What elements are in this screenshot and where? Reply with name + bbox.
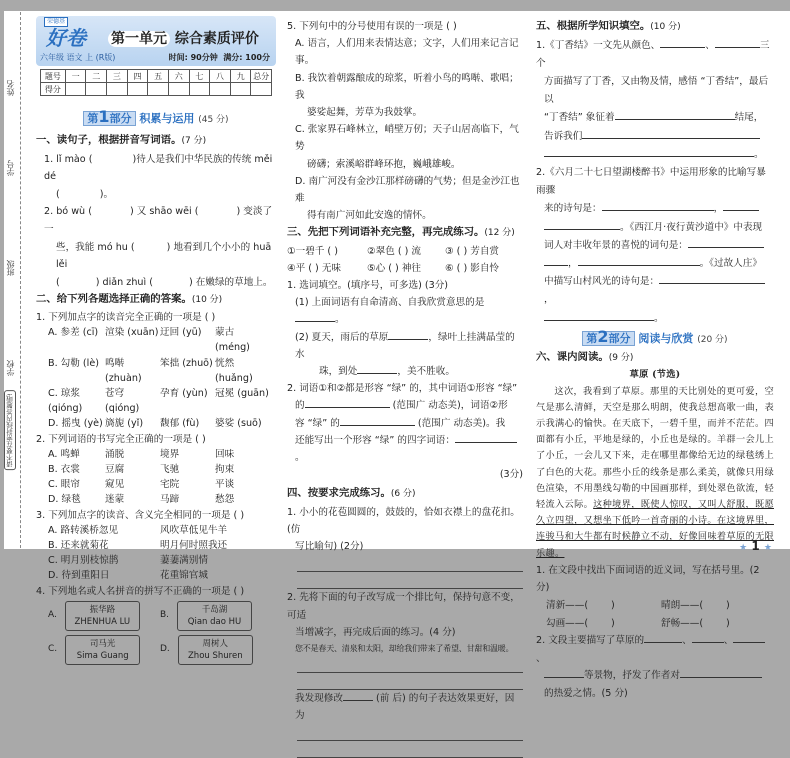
logo-text: 好卷 [46, 26, 86, 50]
points: (6 分) [390, 489, 416, 500]
section-3-title [287, 224, 523, 242]
t: (2) 夏天，雨后的草原 [295, 331, 389, 343]
page-number [739, 539, 772, 553]
option-a[interactable] [36, 447, 276, 462]
q1-stem: 1. 小小的花苞圆圆的，鼓鼓的，恰如衣襟上的盘花扣。(仿 [287, 506, 520, 535]
answer-blank[interactable] [544, 146, 754, 157]
t: Qian dao HU [187, 616, 242, 627]
t: ) [726, 600, 730, 612]
t: C. 明月别枝惊鹊 [48, 555, 119, 567]
column-1 [36, 16, 276, 665]
text: ( [56, 188, 60, 200]
cell: 八 [210, 70, 231, 83]
part-badge [83, 107, 135, 126]
answer-blank[interactable] [343, 690, 373, 701]
t: Zhou Shuren [187, 650, 243, 661]
q2-stem: 2. 词语①和②都是形容 “绿” 的，其中词语①形容 “绿” [287, 383, 518, 395]
text: ) 地看到几个小小的 huā lěi [56, 241, 272, 271]
score-table-score-row [41, 83, 272, 96]
t: C. [48, 644, 58, 654]
answer-blank[interactable] [544, 219, 620, 230]
t: 司马光 [89, 638, 116, 649]
points: (10 分) [650, 22, 681, 32]
q2-stem-cont: 当增减字，再完成后面的练习。(4 分) [295, 626, 456, 638]
part-num: 1 [98, 107, 110, 126]
name-box [177, 601, 252, 631]
text: ) 又 shāo wēi ( [129, 206, 199, 218]
exam-title [108, 30, 259, 48]
t: 方面描写了丁香，又由物及情，感悟 “丁香结”，最后以 [544, 76, 769, 106]
score-cell[interactable] [65, 83, 86, 96]
answer-blank[interactable] [692, 632, 724, 643]
time-score [169, 52, 270, 64]
title: 二、给下列各题选择正确的答案。 [36, 293, 192, 306]
answer-blank[interactable] [644, 632, 682, 643]
option-c-cont: 磅礴；索溪峪群峰环抱，巍峨雄峻。 [307, 158, 461, 170]
points: (3分) [499, 469, 523, 481]
t: 振华路 [89, 604, 116, 615]
student-no-label: 学号 [6, 160, 15, 176]
synonym-row [536, 615, 774, 633]
t: C. 琼浆 (qióng) [48, 387, 83, 415]
t: D. 待到重阳日 [48, 570, 110, 582]
star-icon: ★ [739, 543, 748, 553]
full-score: 满分: 100分 [223, 53, 270, 62]
t: ，绿叶上挂满晶莹的水 [295, 331, 515, 360]
part-label: 第 [87, 112, 99, 125]
t: 结尾， [734, 112, 764, 124]
part-label: 第 [586, 331, 598, 345]
t: ②翠色 ( ) 流 [367, 245, 422, 257]
t: 舒畅——( [661, 617, 704, 629]
t: ，美不胜收。 [397, 366, 455, 378]
seal-notice: 请不要在密封线内答题哦! [4, 390, 16, 470]
answer-blank[interactable] [615, 109, 735, 120]
option-b[interactable] [160, 601, 272, 631]
q3-stem: 3. 下列加点字的读音、含义完全相同的一项是 ( ) [36, 509, 245, 521]
score-cell[interactable] [251, 83, 272, 96]
text: 2. bó wù ( [44, 206, 92, 218]
t: 千岛湖 [201, 604, 228, 615]
answer-blank[interactable] [660, 37, 705, 48]
q2-stem: 2. 下列词语的书写完全正确的一项是 ( ) [36, 433, 206, 445]
part-title: 阅读与欣赏 [638, 331, 694, 345]
t: 宅院 [160, 479, 180, 491]
text: )待人是我们中华民族的传统 měi dé [44, 153, 273, 183]
t: 蒙古 (méng) [215, 327, 250, 354]
score-cell[interactable] [230, 83, 251, 96]
option-d[interactable] [36, 568, 276, 583]
part-num: 2 [597, 326, 609, 346]
t: 、 [705, 39, 715, 51]
text: ) diǎn zhuì ( [95, 276, 153, 288]
score-cell[interactable] [210, 83, 231, 96]
title: 六、课内阅读。 [536, 350, 609, 363]
t: 来的诗句是： [544, 203, 602, 215]
words-row-1 [287, 243, 523, 260]
t: ⑥ ( ) 影自怜 [445, 262, 500, 274]
words-row-2 [287, 260, 523, 277]
cell: 得分 [41, 83, 66, 96]
t: “丁香结” 象征着 [544, 112, 615, 124]
t: 容 “绿” 的 [295, 417, 340, 429]
q2-sentence: 您不是春天、清泉和太阳，却给我们带来了希望、甘甜和温暖。 [295, 643, 514, 653]
option-c[interactable] [36, 386, 276, 416]
passage [536, 384, 774, 562]
t: 2.《六月二十七日望湖楼醉书》中运用形象的比喻写暴雨骤 [536, 167, 766, 197]
t: B. 勾勒 (lè) [48, 357, 99, 369]
t: 马蹄 [160, 494, 180, 506]
cell: 七 [189, 70, 210, 83]
answer-blank[interactable] [723, 200, 759, 211]
exam-header [36, 16, 276, 66]
cell: 六 [168, 70, 189, 83]
answer-line[interactable] [297, 656, 523, 673]
title: 四、按要求完成练习。 [287, 487, 391, 500]
t: 窥见 [105, 479, 125, 491]
t: 平谈 [215, 479, 235, 491]
t: 词人对丰收年景的喜悦的词句是： [544, 239, 688, 251]
t: 萋萋满别情 [160, 555, 208, 567]
t: A. 参差 (cī) [48, 327, 99, 339]
answer-blank[interactable] [578, 255, 700, 266]
option-a[interactable] [36, 523, 276, 538]
t: D. 绿毯 [48, 494, 81, 506]
name-box [65, 635, 140, 665]
section-5-title [536, 18, 774, 37]
cell: 二 [86, 70, 107, 83]
option-b-cont: 婆娑起舞，芳草为我鼓掌。 [307, 107, 423, 119]
t: 豆腐 [105, 463, 125, 475]
student-info-sidebar [2, 60, 18, 540]
score-cell[interactable] [86, 83, 107, 96]
synonym-row [536, 597, 774, 615]
t: 孕育 (yùn) [160, 387, 208, 399]
q1-cont [36, 186, 276, 204]
score-cell[interactable] [148, 83, 169, 96]
title-text: 综合素质评价 [174, 31, 259, 47]
passage-text: 这次，我看到了草原。那里的天比别处的更可爱，空气是那么清鲜，天空是那么明朗，使我总想高歌一曲，表示我满心的愉快。在天底下，一碧千里，而并不茫茫。四面都有小丘，平地是绿的，小丘也是绿的。羊群一会儿上了小丘，一会儿又下来，走在哪里都像给无边的绿毯绣上了白色的大花。那些小丘的线条是那么柔美，就像只用绿色渲染，不用墨线勾勒的中国画那样，到处翠色欲流，轻轻流入云际。 [536, 385, 774, 511]
q1-stem: 1. 在文段中找出下面词语的近义词，写在括号里。(2 分) [536, 564, 760, 594]
score-cell[interactable] [107, 83, 128, 96]
brand-logo [44, 16, 102, 50]
answer-blank[interactable] [733, 632, 765, 643]
t: B. 还来就菊花 [48, 539, 109, 551]
answer-line[interactable] [297, 673, 523, 690]
t: Sima Guang [76, 650, 129, 661]
t: ) [611, 600, 615, 612]
answer-line[interactable] [297, 724, 523, 741]
t: C. 眼帘 [48, 479, 80, 491]
t: (1) 上面词语有自命清高、自我欣赏意思的是 [295, 297, 485, 309]
answer-blank[interactable] [295, 311, 335, 322]
answer-blank[interactable] [544, 310, 654, 321]
title: 五、根据所学知识填空。 [536, 20, 651, 32]
t: 婆娑 (suō) [215, 418, 262, 430]
t: A. [48, 610, 57, 620]
points: (10 分) [191, 295, 223, 306]
section-6-title [536, 349, 774, 368]
t: ) [611, 617, 615, 629]
star-icon: ★ [763, 543, 772, 553]
column-3: 五、根据所学知识填空。(10 分) 1.《丁香结》一文先从颜色、 、 三个 方面描写了丁香，又由物及情，感悟 “丁香结”，最后以 “丁香结” 象征着 结尾， 告诉我们 。 2.《六月二十七日望湖楼醉书》中运用形象的比喻写暴雨骤 来的诗句是： ， 。《西江月·夜行黄沙道中》中表现 词人对丰收年景的喜悦的词句是： ， 。《过故人庄》 中描写山村风光的诗句是：， 。 第2部分 阅读与欣赏 (20 分) 六、课内阅读。(9 分) 草原 (节选) 这次，我看到了草原。那里的天比别处的更可爱，空气是那么清鲜，天空是那么明朗，使我总想高歌一曲，表示我满心的愉快。在天底下，一碧千里，而并不茫茫。四面都有小丘，平地是绿的，小丘也是绿的。羊群一会儿上了小丘，一会儿又下来，走在哪里都像给无边的绿毯绣上了白色的大花。那些小丘的线条是那么柔美，就像只用绿色渲染，不用墨线勾勒的中国画那样，到处翠色欲流，轻轻流入云际。这种境界，既使人惊叹，又叫人舒服，既愿久立四望，又想坐下低吟一首奇丽的小诗。在这境界里，连骏马和大牛都有时候静立不动，好像回味着草原的无限乐趣。 1. 在文段中找出下面词语的近义词，写在括号里。(2 分) 清新——( ) 晴朗——( ) 勾画——( ) 舒畅——( ) 2. 文段主要描写了草原的 、 、、 等景物，抒发了作者对 的热爱之情。(5 分) [536, 18, 774, 703]
t: (范围广 动态美)。我 [417, 417, 506, 429]
t: 。《西江月·夜行黄沙道中》中表现 [620, 221, 763, 233]
cell: 九 [230, 70, 251, 83]
q1-stem: 1. 下列加点字的读音完全正确的一项是 ( ) [36, 311, 216, 323]
option-d[interactable]: D. 南广河没有金沙江那样磅礴的气势；但是金沙江也难 [295, 175, 520, 205]
option-c[interactable]: C. 张家界石峰林立，峭壁万仞；天子山居高临下，气势 [295, 124, 519, 153]
title: 三、先把下列词语补充完整，再完成练习。 [287, 226, 485, 239]
t: 馥郁 (fù) [160, 418, 200, 430]
q2-cont2 [36, 274, 276, 292]
q2-stem: 2. 先将下面的句子改写成一个排比句，保持句意不变，可适 [287, 592, 520, 621]
cell: 五 [148, 70, 169, 83]
answer-line[interactable] [297, 741, 523, 758]
grade-label: 六年级 语文 上 (R版) [40, 53, 116, 62]
part-2-heading [536, 328, 774, 349]
option-b[interactable]: B. 我饮着朝露酿成的琼浆，听着小鸟的鸣啭、歌唱；我 [295, 72, 519, 101]
section-1-title [36, 132, 276, 151]
t: ) [726, 617, 730, 629]
t: 三个 [536, 39, 770, 69]
page-number-text: 1 [751, 539, 760, 553]
option-d-cont: 得有南广河如此安逸的情怀。 [307, 210, 432, 222]
score-cell[interactable] [189, 83, 210, 96]
t: 等景物，抒发了作者对 [584, 670, 680, 682]
answer-blank[interactable] [582, 128, 760, 139]
t: ④平 ( ) 无味 [287, 262, 342, 274]
part-suffix: 部分 [109, 112, 132, 125]
part-1-heading [36, 108, 276, 129]
t: 中描写山村风光的诗句是： [544, 276, 660, 288]
seal-line [20, 12, 21, 548]
answer-blank[interactable] [602, 200, 714, 211]
option-b[interactable] [36, 538, 276, 553]
t: 迂回 (yū) [160, 327, 202, 339]
t: B. 衣裳 [48, 463, 80, 475]
answer-blank[interactable] [659, 273, 765, 284]
text: 1. lǐ mào ( [44, 153, 93, 165]
option-a[interactable] [36, 325, 276, 355]
answer-blank[interactable] [388, 329, 428, 340]
t: 迷蒙 [105, 494, 125, 506]
section-2-title [36, 291, 276, 310]
t: 涌脱 [105, 448, 125, 460]
answer-blank[interactable] [544, 255, 568, 266]
answer-blank[interactable] [357, 363, 397, 374]
points: (9 分) [608, 352, 634, 363]
score-table-header-row [41, 70, 272, 83]
answer-blank[interactable] [688, 237, 764, 248]
t: (范围广 动态美)，词语②形 [392, 400, 508, 412]
t: 珠，到处 [319, 366, 358, 378]
name-label: 姓名 [6, 80, 15, 96]
cell: 一 [65, 70, 86, 83]
time-limit: 时间: 90分钟 [168, 53, 218, 62]
t: 周树人 [202, 638, 229, 649]
t: 花重锦官城 [160, 570, 208, 582]
t: 回味 [215, 448, 235, 460]
t: ③ ( ) 芳自赏 [445, 245, 500, 257]
score-cell[interactable] [127, 83, 148, 96]
column-2: 5. 下列句中的分号使用有误的一项是 ( ) A. 语言，人们用来表情达意；文字，人们用来记言记事。 B. 我饮着朝露酿成的琼浆，听着小鸟的鸣啭、歌唱；我 婆娑起舞，芳草为我鼓掌。 C. 张家界石峰林立，峭壁万仞；天子山居高临下，气势 磅礴；索溪峪群峰环抱，巍峨雄峻。 D. 南广河没有金沙江那样磅礴的气势；但是金沙江也难 得有南广河如此安逸的情怀。 三、先把下列词语补充完整，再完成练习。(12 分) ①一碧千 ( ) ②翠色 ( ) 流 ③ ( ) 芳自赏 ④平 ( ) 无味 ⑤心 ( ) 神往 ⑥ ( ) 影自怜 1. 选词填空。(填序号，可多选) (3分) (1) 上面词语有自命清高、自我欣赏意思的是。 (2) 夏天，雨后的草原 ，绿叶上挂满晶莹的水 珠，到处 ，美不胜收。 2. 词语①和②都是形容 “绿” 的，其中词语①形容 “绿” 的 (范围广 动态美)，词语②形 容 “绿” 的 (范围广 动态美)。我 还能写出一个形容 “绿” 的四字词语：。 (3分) 四、按要求完成练习。(6 分) 1. 小小的花苞圆圆的，鼓鼓的，恰如衣襟上的盘花扣。(仿 写比喻句) (2分) 2. 先将下面的句子改写成一个排比句，保持句意不变，可适 当增减字，再完成后面的练习。(4 分) 您不是春天、清泉和太阳，却给我们带来了希望、甘甜和温暖。 我发现修改 (前 后) 的句子表达效果更好，因为 [287, 18, 523, 758]
t: 。《过故人庄》 [699, 258, 762, 270]
title: 一、读句子，根据拼音写词语。 [36, 134, 182, 146]
q1 [36, 151, 276, 186]
t: D. 摇曳 (yè) [48, 418, 103, 430]
q4-stem: 4. 下列地名或人名拼音的拼写不正确的一项是 ( ) [36, 585, 245, 597]
section-4-title [287, 485, 523, 503]
t: 勾画——( [546, 617, 589, 629]
name-box [65, 601, 140, 631]
t: 清新——( [546, 600, 589, 612]
option-d[interactable] [160, 635, 272, 665]
option-b[interactable] [36, 462, 276, 477]
cell: 题号 [41, 70, 66, 83]
text: ( [56, 276, 60, 288]
part-title: 积累与运用 [139, 112, 195, 125]
t: (前 后) 的句子表达效果更好，因为 [295, 692, 515, 722]
t: ⑤心 ( ) 神往 [367, 262, 422, 274]
t: 笨拙 (zhuō) [160, 357, 213, 369]
t: 飞驰 [160, 463, 180, 475]
answer-blank[interactable] [544, 667, 584, 678]
t: 明月何时照我还 [160, 539, 228, 551]
score-cell[interactable] [168, 83, 189, 96]
cell: 四 [127, 70, 148, 83]
option-a[interactable] [48, 601, 160, 631]
option-c[interactable] [36, 477, 276, 492]
brand-tag: 荣德基 [44, 17, 68, 27]
t: 苍穹 (qióng) [105, 387, 140, 415]
q5-stem: 5. 下列句中的分号使用有误的一项是 ( ) [287, 21, 457, 32]
unit-label: 第一单元 [108, 31, 170, 47]
t: 愁怨 [215, 494, 235, 506]
cell: 总分 [251, 70, 272, 83]
answer-blank[interactable] [305, 397, 390, 408]
passage-title: 草原 (节选) [629, 369, 681, 381]
school-label: 学校 [6, 360, 15, 376]
t: 冠冕 (guān) [215, 387, 269, 399]
text: 些，我能 mó hu ( [56, 241, 135, 253]
t: 的热爱之情。(5 分) [544, 688, 628, 700]
score-table [40, 69, 272, 96]
option-d[interactable] [36, 492, 276, 507]
answer-blank[interactable] [715, 37, 760, 48]
t: A. 路转溪桥忽见 [48, 524, 119, 536]
part-points: (20 分) [697, 334, 728, 345]
text: ) 在嫩绿的草地上。 [188, 276, 273, 288]
name-box [178, 635, 253, 665]
q2 [36, 203, 276, 238]
class-label: 班级 [6, 260, 15, 276]
t: A. 鸣蝉 [48, 448, 80, 460]
option-c[interactable] [48, 635, 160, 665]
q2-cont [36, 239, 276, 274]
t: B. [160, 610, 170, 620]
t: 恍然 (huǎng) [215, 357, 253, 384]
answer-line[interactable] [297, 572, 523, 589]
part-suffix: 部分 [608, 331, 631, 345]
t: 旖旎 (yǐ) [105, 418, 144, 430]
q4-options [36, 601, 276, 665]
points: (12 分) [484, 228, 515, 239]
t: 风吹草低见牛羊 [160, 524, 228, 536]
option-a[interactable]: A. 语言，人们用来表情达意；文字，人们用来记言记事。 [295, 38, 519, 67]
points: (7 分) [181, 136, 207, 146]
t: 渲染 (xuān) [105, 327, 159, 339]
t: ZHENHUA LU [74, 616, 131, 627]
answer-blank[interactable] [340, 415, 415, 426]
t: 晴朗——( [661, 600, 704, 612]
answer-blank[interactable] [455, 432, 517, 443]
answer-blank[interactable] [680, 667, 762, 678]
t: 拘束 [215, 463, 235, 475]
option-b[interactable] [36, 356, 276, 386]
t: 告诉我们 [544, 130, 583, 142]
t: 还能写出一个形容 “绿” 的四字词语： [295, 434, 455, 446]
part-badge [582, 326, 634, 346]
cell: 三 [107, 70, 128, 83]
t: D. [160, 644, 170, 654]
answer-line[interactable] [297, 555, 523, 572]
t: 2. 文段主要描写了草原的 [536, 635, 645, 647]
t: 鸣啭 (zhuàn) [105, 357, 142, 384]
option-d[interactable] [36, 416, 276, 431]
passage-underlined-text: 这种境界，既使人惊叹，又叫人舒服，既愿久立四望，又想坐下低吟一首奇丽的小诗。在这境界里，连骏马和大牛都有时候静立不动，好像回味着草原的无限乐趣。 [536, 499, 774, 559]
q1-stem: 1. 选词填空。(填序号，可多选) (3分) [287, 280, 449, 292]
text: )。 [99, 188, 114, 200]
t: 境界 [160, 448, 180, 460]
t: 1.《丁香结》一文先从颜色、 [536, 39, 661, 51]
t: ①一碧千 ( ) [287, 245, 338, 257]
t: 的 [295, 400, 305, 412]
part-points: (45 分) [198, 115, 229, 125]
text: ) 变淡了一 [44, 206, 273, 235]
q1-stem-cont: 写比喻句) (2分) [295, 541, 364, 553]
t: 我发现修改 [295, 692, 343, 704]
